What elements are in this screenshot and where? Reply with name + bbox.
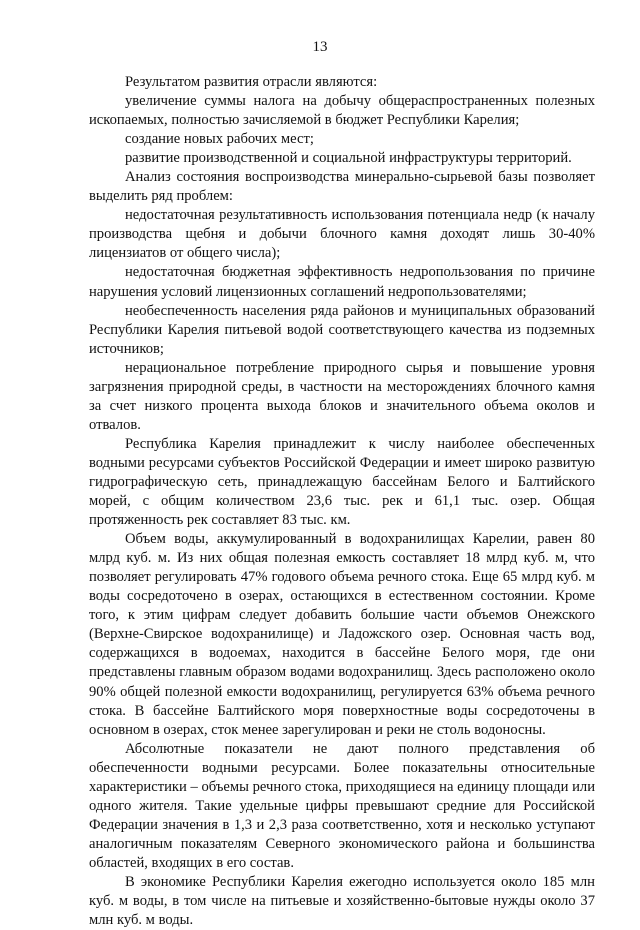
- paragraph-water-resources: Республика Карелия принадлежит к числу наиболее обеспеченных водными ресурсами субъектов Российской Федерации и имеет широко развитую гидрографическую сеть, принадлежащую бассейнам Белого и Балтийского морей, с общим количеством 23,6 тыс. рек и 61,1 тыс. озер. Общая протяженность рек составляет 83 тыс. км.: [89, 435, 595, 529]
- paragraph-absolute-indicators: Абсолютные показатели не дают полного представления об обеспеченности водными ресурсами. Более показательны относительные характеристики – объемы речного стока, приходящиеся на единицу площади или одного жителя. Такие удельные цифры превышают средние для Российской Федерации значения в 1,3 и 2,3 раза соответственно, хотя и несколько уступают аналогичным показателям Северного экономического района и большинства областей, входящих в его состав.: [89, 740, 595, 871]
- paragraph-infrastructure: развитие производственной и социальной инфраструктуры территорий.: [125, 150, 572, 167]
- paragraph-problem-pollution: нерациональное потребление природного сырья и повышение уровня загрязнения природной среды, в частности на месторождениях блочного камня за счет низкого процента выхода блоков и значительного объема околов и отвалов.: [89, 359, 595, 433]
- document-body: [89, 73, 595, 930]
- paragraph-reservoirs: Объем воды, аккумулированный в водохранилищах Карелии, равен 80 млрд куб. м. Из них общая полезная емкость составляет 18 млрд куб. м, что позволяет регулировать 47% годового объема речного стока. Еще 65 млрд куб. м воды сосредоточено в озерах, остающихся в естественном состоянии. Кроме того, к этим цифрам следует добавить большие части объемов Онежского (Верхне-Свирское водохранилище) и Ладожского озер. Основная часть вод, содержащихся в водоемах, находится в бассейне Белого моря, где они представлены главным образом водами водохранилищ. Здесь расположено около 90% общей полезной емкости водохранилищ, регулируется 63% объема речного стока. В бассейне Балтийского моря поверхностные воды сосредоточены в основном в озерах, сток менее зарегулирован и реки не столь водоносны.: [89, 531, 595, 738]
- paragraph-problem-water-supply: необеспеченность населения ряда районов и муниципальных образований Республики Карелия питьевой водой соответствующего качества из подземных источников;: [89, 302, 595, 357]
- page-number: 13: [312, 39, 328, 55]
- paragraph-problem-effectiveness: недостаточная результативность использования потенциала недр (к началу производства щебня и добычи блочного камня доходят лишь 30-40% лицензиатов от общего числа);: [89, 207, 595, 262]
- paragraph-analysis-intro: Анализ состояния воспроизводства минерально-сырьевой базы позволяет выделить ряд проблем:: [89, 169, 595, 205]
- paragraph-problem-budget: недостаточная бюджетная эффективность недропользования по причине нарушения условий лицензионных соглашений недропользователями;: [89, 264, 595, 300]
- paragraph-results-intro: Результатом развития отрасли являются:: [125, 74, 378, 90]
- paragraph-new-jobs: создание новых рабочих мест;: [125, 131, 314, 148]
- paragraph-water-use: В экономике Республики Карелия ежегодно используется около 185 млн куб. м воды, в том числе на питьевые и хозяйственно-бытовые нужды около 37 млн куб. м воды.: [89, 873, 595, 929]
- paragraph-tax-increase: увеличение суммы налога на добычу общераспространенных полезных ископаемых, полностью зачисляемой в бюджет Республики Карелия;: [89, 93, 595, 129]
